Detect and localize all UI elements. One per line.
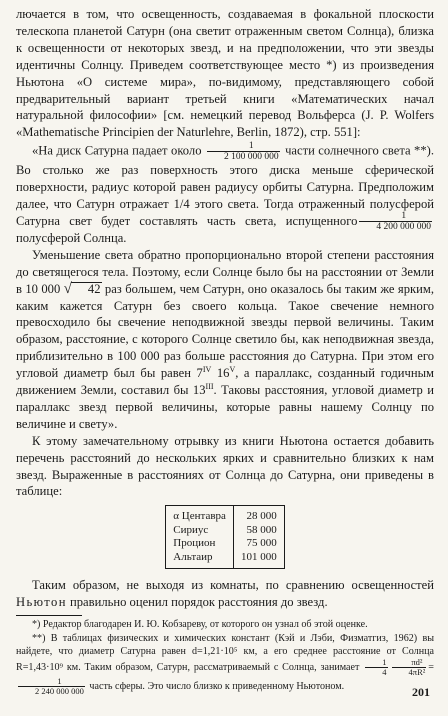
quote-part-b: части солнечного света **). Во столько же раз поверхность этого диска меньше сферической поверхности, радиус которой равен радиусу орбиты Сатурна. Предположим далее, что Сатурн отражает [16,143,434,212]
fraction-one-quarter [365,658,387,677]
star-distance: 28 000 [233,506,284,524]
quote-part-d: часть света, испущенного полусферой Солнца. [16,213,358,245]
paragraph-distance [16,247,434,433]
paragraph-intro: лючается в том, что освещенность, создаваемая в фокальной плоскости телескопа планетой Сатурн (она светит отраженным светом Солнца), близка к освещенности от некоторых звезд, и на предположении, что эти звезды идентичны Солнцу. Приведем соответствующее место *) из произведения Ньютона «О системе мира», по-видимому, представляющего собой предварительный вариант третьей книги «Математических начал натуральной философии» [см. немецкий перевод Вольферса (J. P. Wolfers «Mathematische Principien der Naturlehre, Berlin, 1872), стр. 551]: [16,7,434,140]
paragraph-conclusion [16,577,434,611]
table-row [166,524,284,538]
quote-part-a: «На диск Сатурна падает около [32,143,202,158]
footnote2-part-b: часть сферы. Это число близко к приведенному Ньютоном. [89,681,345,693]
fraction-denominator: 2 100 000 000 [207,151,280,162]
star-name: Альтаир [173,550,213,563]
equals-sign: = [428,662,434,674]
star-distance: 58 000 [233,524,284,538]
fraction-numerator: 1 [401,210,407,221]
fraction-numerator: πd² [411,657,423,668]
footnote2-part-a: **) В таблицах физических и химических констант (Кэй и Лэби, Физматгиз, 1962) вы найдете, что диаметр Сатурна равен d=1,21·10⁵ км, а его среднее расстояние от Солнца R=1,43·10⁹ км. Таким образом, Сатурн, рассматриваемый с Солнца, занимает [16,632,434,674]
superscript-fifths: V [229,364,236,374]
fraction-denominator: 4 [365,667,387,677]
footnote-saturn [16,632,434,697]
para2-part-d: , а параллакс, созданный годичным движением Земли, составил бы 13 [16,366,435,398]
fraction-solar-share [207,141,280,162]
star-name: Процион [173,537,216,550]
square-root-radicand: 42 [71,282,102,296]
newton-name: Ньютон [16,595,67,610]
quote-part-c: этого света. Тогда отраженный полусферой Сатурна свет будет составлять [16,197,434,228]
fraction-reflected-share [359,211,432,232]
para2-part-b: раз большем, чем Сатурн, оно оказалось бы таким же ярким, каким кажется Сатурн без своего кольца. Такое свечение немного превосходило бы свечение неподвижной звезды первой величины. Таким образом, расстояние, с которого Солнце светило бы, как неподвижная звезда, приблизительно в 100 000 раз больше расстояния до Сатурна. При этом его угловой диаметр был бы равен 7 [16,281,434,381]
quarter-fraction: 1/4 [173,197,190,212]
square-root-sign: √ [63,280,72,297]
fraction-numerator: 1 [382,657,387,668]
paragraph-newton-quote [16,141,434,247]
table-row [166,506,284,524]
star-distance: 75 000 [233,537,284,551]
fraction-denominator: 2 240 000 000 [18,686,85,696]
para2-part-a: Уменьшение света обратно пропорционально второй степени расстояния до светящегося тела. Поэтому, если Солнце было бы на расстоянии от Земли в 10 000 [16,247,434,296]
star-distance-table [165,505,284,569]
superscript-thirds: III [205,381,214,391]
fraction-numerator: 1 [57,676,62,687]
footnote-divider [16,615,82,616]
superscript-fourths: IV [202,364,212,374]
table-row [166,551,284,569]
page-number: 201 [412,685,430,699]
fraction-denominator: 4πR² [392,667,427,677]
fraction-numerator: 1 [248,141,254,152]
fraction-result [18,677,85,696]
fraction-area-ratio [392,658,427,677]
para2-part-c: 16 [211,366,230,381]
star-distance: 101 000 [233,551,284,569]
paragraph-table-intro: К этому замечательному отрывку из книги Ньютона остается добавить перечень расстояний до нескольких ярких и сравнительно близких к нам звезд. Выраженные в расстояниях от Солнца до Сатурна, они приведены в таблице: [16,433,434,499]
para4-part-a: Таким образом, не выходя из комнаты, по сравнению освещенностей [32,578,434,593]
star-name: α Центавра [173,510,226,523]
fraction-denominator: 4 200 000 000 [359,221,432,232]
star-name: Сириус [173,523,209,536]
table-row [166,537,284,551]
para4-part-b: правильно оценил порядок расстояния до звезд. [70,595,328,610]
footnote-editor: *) Редактор благодарен И. Ю. Кобзареву, от которого он узнал об этой оценке. [32,619,368,631]
para2-part-e: . Таковы расстояния, угловой диаметр и параллакс звезд первой величины, которые равны нашему Солнцу по величине и свету». [16,383,434,431]
